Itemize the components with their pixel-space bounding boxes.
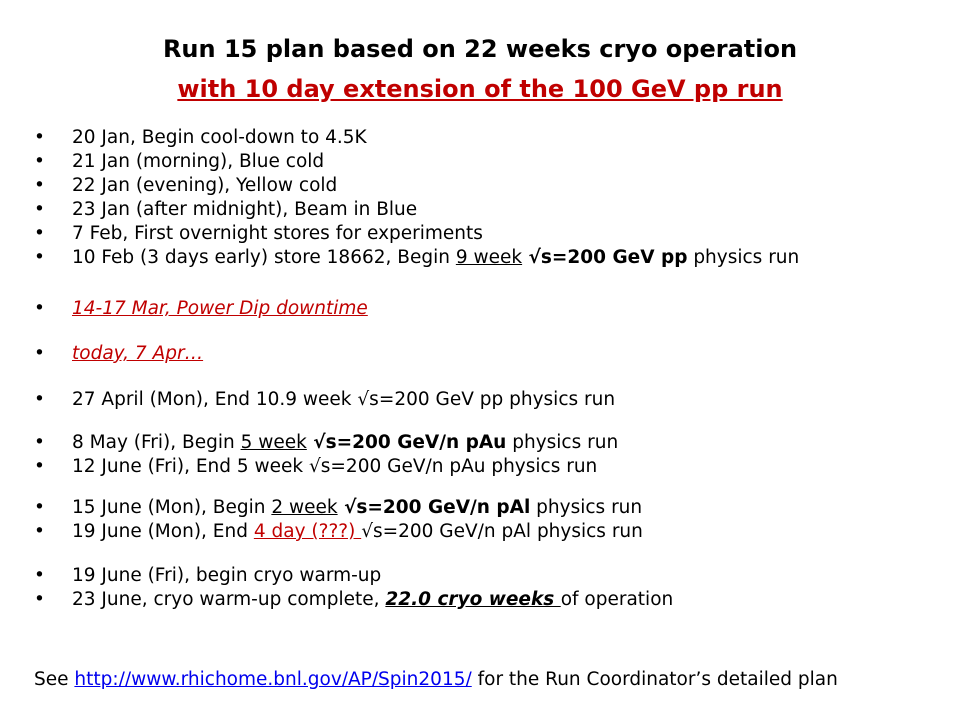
today-note: today, 7 Apr… [72,343,204,364]
item-text: 21 Jan (morning), Blue cold [72,151,325,172]
energy-bold: √s=200 GeV/n pAu [306,432,507,453]
item-text-d: physics run [506,432,619,453]
item-text-a: 23 June, cryo warm-up complete, [72,589,386,610]
duration-underlined: 2 week [271,497,338,518]
bullet-icon: • [34,151,45,172]
item-text: 7 Feb, First overnight stores for experiments [72,223,483,244]
item-text [72,588,673,612]
item-text-a: 15 June (Mon), Begin [72,497,272,518]
bullet-icon: • [34,589,45,610]
item-text: 19 June (Fri), begin cryo warm-up [72,565,382,586]
item-text-d: physics run [530,497,643,518]
bullet-icon: • [34,175,45,196]
footer-note [34,668,838,692]
bullet-icon: • [34,432,45,453]
item-text-d: physics run [687,247,800,268]
bullet-icon: • [34,565,45,586]
bullet-icon: • [34,199,45,220]
item-text: 20 Jan, Begin cool-down to 4.5K [72,127,367,148]
footer-suffix: for the Run Coordinator’s detailed plan [471,669,838,690]
item-text-d: of operation [560,589,674,610]
item-text-a: 19 June (Mon), End [72,521,254,542]
item-text: 27 April (Mon), End 10.9 week √s=200 GeV pp physics run [72,389,616,410]
item-text-a: 8 May (Fri), Begin [72,432,241,453]
bullet-icon: • [34,343,45,364]
bullet-icon: • [34,223,45,244]
duration-underlined: 9 week [455,247,523,268]
item-text: 12 June (Fri), End 5 week √s=200 GeV/n pAu physics run [72,456,598,477]
bullet-icon: • [34,127,45,148]
slide-subtitle: with 10 day extension of the 100 GeV pp run [177,75,783,103]
item-text [72,520,643,544]
downtime-note: 14-17 Mar, Power Dip downtime [72,298,368,319]
slide-title: Run 15 plan based on 22 weeks cryo operation [162,35,798,63]
bullet-icon: • [34,298,45,319]
item-text [72,431,618,455]
bullet-icon: • [34,389,45,410]
footer-prefix: See [34,669,75,690]
item-text: 23 Jan (after midnight), Beam in Blue [72,199,418,220]
plan-link[interactable]: http://www.rhichome.bnl.gov/AP/Spin2015/ [74,669,472,690]
item-text [72,246,799,270]
bullet-icon: • [34,247,45,268]
duration-red-underlined: 4 day (???) [253,521,362,542]
item-text-a: 10 Feb (3 days early) store 18662, Begin [72,247,456,268]
item-text-d: √s=200 GeV/n pAl physics run [361,521,643,542]
cryo-weeks-emphasis: 22.0 cryo weeks [385,589,561,610]
item-text: 22 Jan (evening), Yellow cold [72,175,338,196]
energy-bold: √s=200 GeV/n pAl [337,497,531,518]
item-text [72,496,642,520]
bullet-icon: • [34,456,45,477]
duration-underlined: 5 week [240,432,307,453]
bullet-icon: • [34,497,45,518]
energy-bold: √s=200 GeV pp [522,247,688,268]
bullet-icon: • [34,521,45,542]
